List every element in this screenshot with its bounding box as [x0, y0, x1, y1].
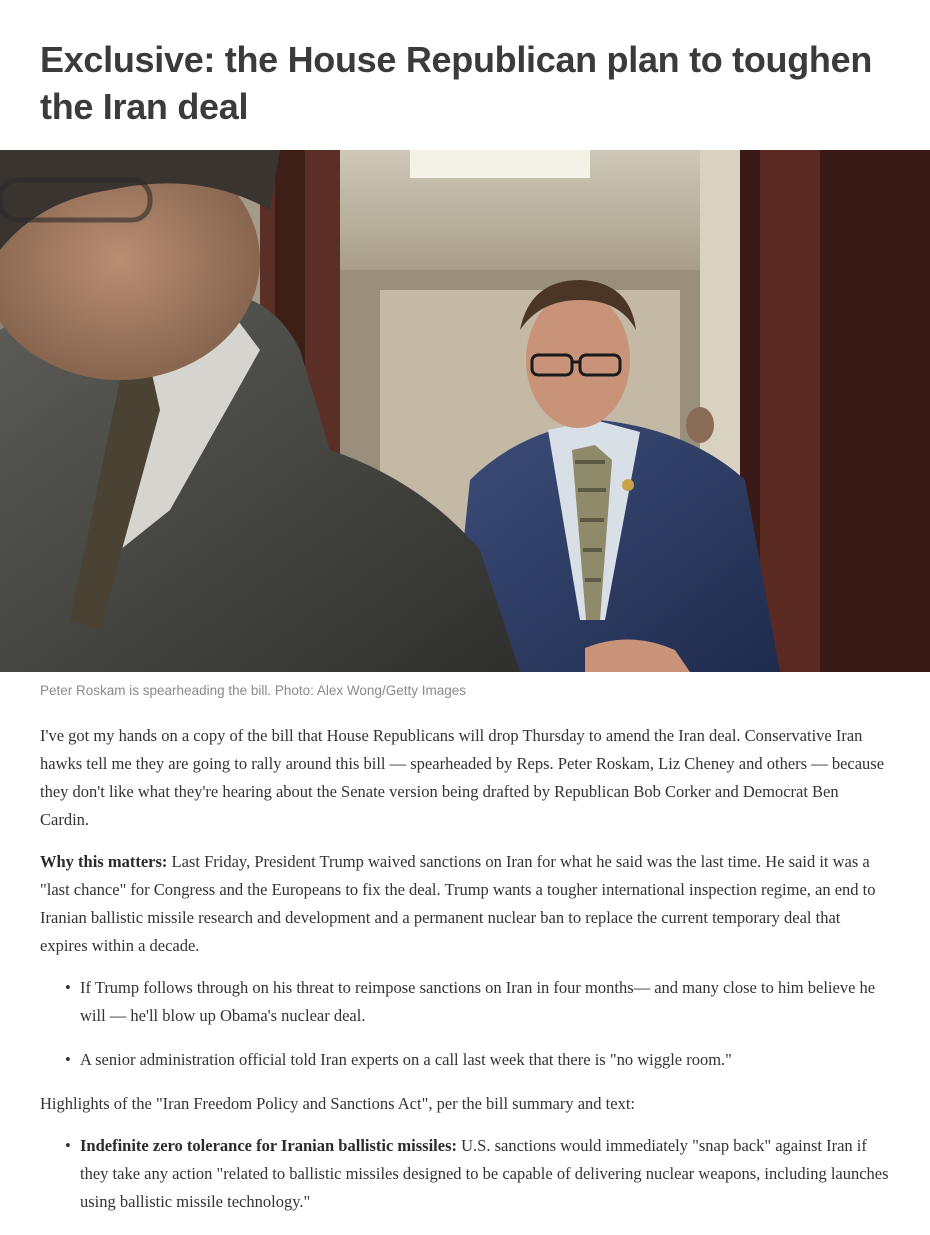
why-matters-text: Last Friday, President Trump waived sanctions on Iran for what he said was the last time. He said it was a "last chance" for Congress and the Europeans to fix the deal. Trump wants a tougher international inspection regime, an end to Iranian ballistic missile research and development and a permanent nuclear ban to replace the current temporary deal that expires within a decade. [40, 852, 876, 955]
highlights-list [40, 1132, 890, 1216]
highlight-text: U.S. sanctions would immediately "snap back" against Iran if they take any action "related to ballistic missiles designed to be capable of delivering nuclear weapons, including launches using ballistic missile technology." [80, 1136, 889, 1211]
list-item: • A senior administration official told Iran experts on a call last week that there is "no wiggle room." [80, 1046, 890, 1074]
highlights-intro: Highlights of the "Iran Freedom Policy and Sanctions Act", per the bill summary and text: [40, 1094, 635, 1113]
list-item: • If Trump follows through on his threat to reimpose sanctions on Iran in four months— and many close to him believe he will — he'll blow up Obama's nuclear deal. [80, 974, 890, 1030]
highlight-label: Indefinite zero tolerance for Iranian ballistic missiles: [80, 1136, 458, 1155]
photo-caption: Peter Roskam is spearheading the bill. Photo: Alex Wong/Getty Images [40, 683, 466, 698]
article-photo [0, 150, 930, 672]
context-bullet-list [40, 974, 890, 1074]
article-headline: Exclusive: the House Republican plan to toughen the Iran deal [40, 39, 873, 127]
why-matters-label: Why this matters: [40, 852, 168, 871]
article-body [40, 722, 890, 1232]
intro-paragraph: I've got my hands on a copy of the bill that House Republicans will drop Thursday to amend the Iran deal. Conservative Iran hawks tell me they are going to rally around this bill — spearheaded by Reps. Peter Roskam, Liz Cheney and others — because they don't like what they're hearing about the Senate version being drafted by Republican Bob Corker and Democrat Ben Cardin. [40, 726, 885, 829]
list-item [80, 1132, 890, 1216]
why-matters-paragraph [40, 848, 890, 960]
